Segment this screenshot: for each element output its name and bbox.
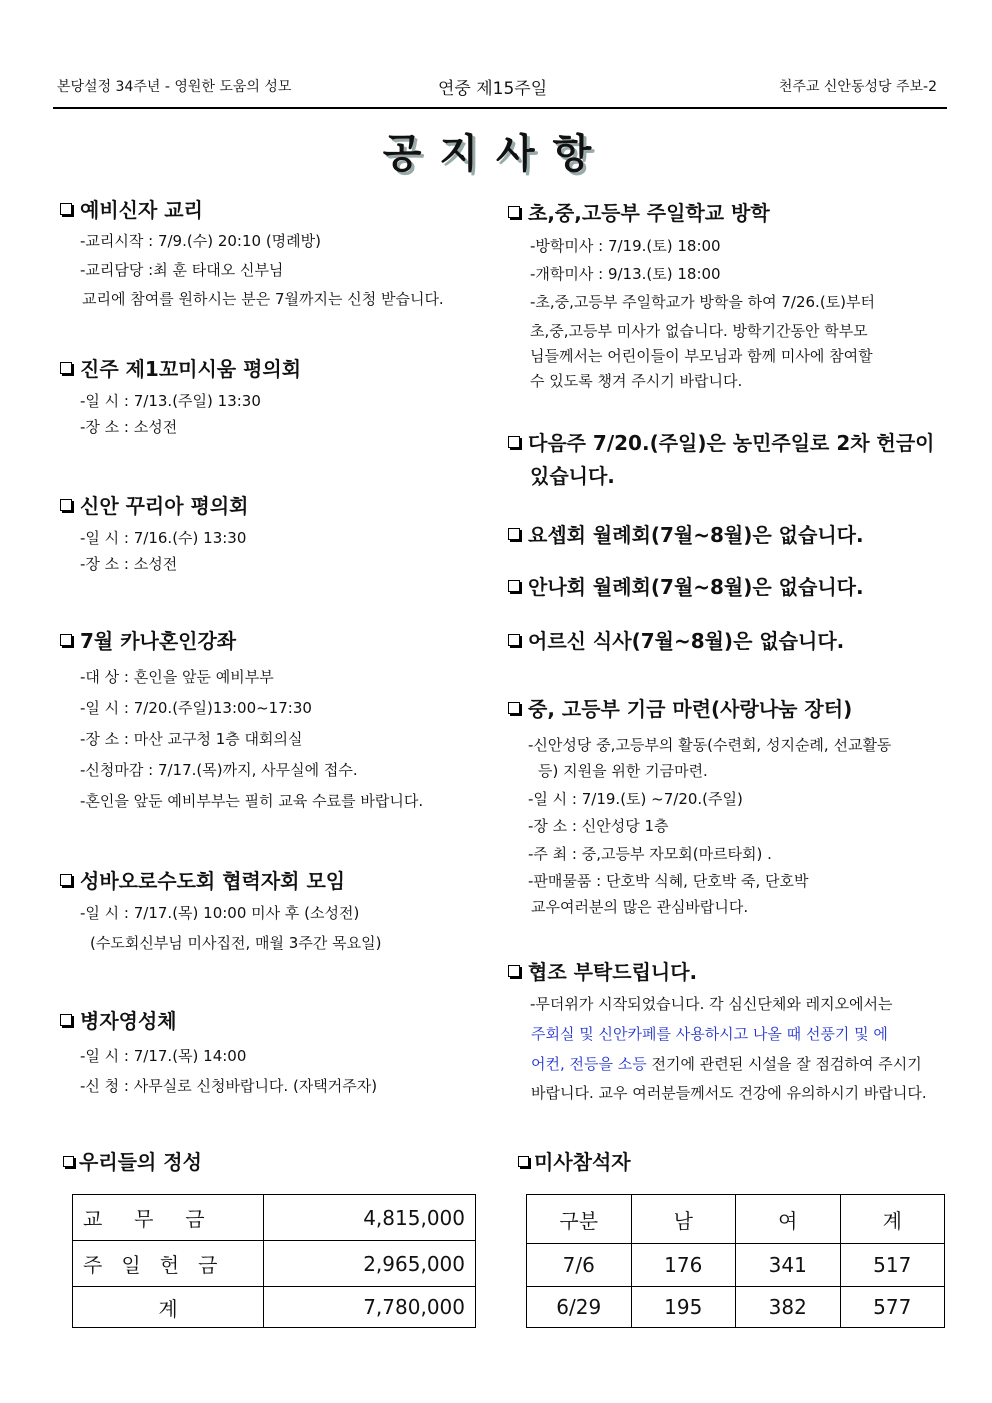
checkbox-bullet-icon (518, 1156, 529, 1167)
highlighted-text: 어컨, 전등을 소등 (531, 1055, 647, 1073)
text-line: -대 상 : 혼인을 앞둔 예비부부 (80, 668, 274, 686)
text-line: -신청마감 : 7/17.(목)까지, 사무실에 접수. (80, 761, 358, 779)
text-line: 등) 지원을 위한 기금마련. (538, 762, 708, 780)
text-line: 교우여러분의 많은 관심바랍니다. (531, 898, 749, 916)
section-heading: 어르신 식사(7월~8월)은 없습니다. (508, 627, 844, 655)
section-heading-cont: 있습니다. (530, 464, 615, 488)
text-line: 바랍니다. 교우 여러분들께서도 건강에 유의하시기 바랍니다. (531, 1084, 927, 1102)
table-cell-label: 교 무 금 (73, 1195, 264, 1241)
text-line: -개학미사 : 9/13.(토) 18:00 (530, 265, 721, 283)
offering-title: 우리들의 정성 (63, 1146, 202, 1175)
table-cell: 195 (631, 1287, 736, 1328)
checkbox-bullet-icon (508, 580, 520, 592)
text-line: -교리시작 : 7/9.(수) 20:10 (명례방) (80, 232, 322, 250)
section-heading: 요셉회 월례회(7월~8월)은 없습니다. (508, 521, 864, 549)
header-right: 천주교 신안동성당 주보-2 (778, 79, 937, 95)
section-heading: 예비신자 교리 (60, 196, 203, 224)
text-line: -혼인을 앞둔 예비부부는 필히 교육 수료를 바랍니다. (80, 792, 424, 810)
table-cell: 7/6 (527, 1244, 632, 1287)
section-heading: 초,중,고등부 주일학교 방학 (508, 199, 770, 227)
offering-table (72, 1194, 476, 1328)
page-title: 공지사항 (382, 131, 610, 177)
table-cell-label: 주 일 헌 금 (73, 1241, 264, 1287)
section-heading: 중, 고등부 기금 마련(사랑나눔 장터) (508, 695, 852, 723)
text-line: -일 시 : 7/17.(목) 14:00 (80, 1047, 247, 1065)
table-cell: 6/29 (527, 1287, 632, 1328)
table-cell-amount: 2,965,000 (264, 1241, 476, 1287)
table-row (527, 1244, 945, 1287)
text-line: -신 청 : 사무실로 신청바랍니다. (자택거주자) (80, 1077, 378, 1095)
text-line: 교리에 참여를 원하시는 분은 7월까지는 신청 받습니다. (82, 290, 444, 308)
text-line: -일 시 : 7/13.(주일) 13:30 (80, 392, 261, 410)
checkbox-bullet-icon (508, 436, 520, 448)
text-line: -주 최 : 중,고등부 자모회(마르타회) . (528, 845, 772, 863)
table-cell-amount: 7,780,000 (264, 1287, 476, 1328)
text-line: -일 시 : 7/20.(주일)13:00~17:30 (80, 699, 312, 717)
text-line: -판매물품 : 단호박 식혜, 단호박 죽, 단호박 (528, 872, 809, 890)
table-row (73, 1195, 476, 1241)
text-line: -초,중,고등부 주일학교가 방학을 하여 7/26.(토)부터 (530, 293, 875, 311)
table-cell: 341 (736, 1244, 841, 1287)
table-cell: 176 (631, 1244, 736, 1287)
section-heading: 성바오로수도회 협력자회 모임 (60, 867, 345, 895)
checkbox-bullet-icon (508, 206, 520, 218)
text-line: 님들께서는 어린이들이 부모님과 함께 미사에 참여할 (530, 347, 873, 365)
checkbox-bullet-icon (63, 1156, 74, 1167)
section-heading: 7월 카나혼인강좌 (60, 627, 236, 655)
table-cell-amount: 4,815,000 (264, 1195, 476, 1241)
table-cell: 517 (840, 1244, 945, 1287)
checkbox-bullet-icon (60, 499, 72, 511)
checkbox-bullet-icon (60, 1014, 72, 1026)
section-heading: 진주 제1꼬미시움 평의회 (60, 355, 301, 383)
attendance-title: 미사참석자 (518, 1146, 631, 1175)
text-line: -방학미사 : 7/19.(토) 18:00 (530, 237, 721, 255)
checkbox-bullet-icon (60, 362, 72, 374)
header-divider (53, 107, 947, 109)
text-line: -장 소 : 마산 교구청 1층 대회의실 (80, 730, 303, 748)
table-header-cell: 계 (840, 1195, 945, 1244)
table-header-cell: 구분 (527, 1195, 632, 1244)
highlighted-text-line: 주회실 및 신안카페를 사용하시고 나올 때 선풍기 및 에 (531, 1025, 888, 1043)
text-line: -장 소 : 신안성당 1층 (528, 817, 669, 835)
text-line: 수 있도록 챙겨 주시기 바랍니다. (530, 372, 743, 390)
text-line: -교리담당 :최 훈 타대오 신부님 (80, 261, 284, 279)
table-cell: 382 (736, 1287, 841, 1328)
table-cell-label: 계 (73, 1287, 264, 1328)
text: 전기에 관련된 시설을 잘 점검하여 주시기 (646, 1055, 922, 1073)
section-heading: 신안 꾸리아 평의회 (60, 492, 249, 520)
table-row (73, 1287, 476, 1328)
text-line: -무더위가 시작되었습니다. 각 심신단체와 레지오에서는 (530, 995, 893, 1013)
checkbox-bullet-icon (508, 702, 520, 714)
section-heading: 다음주 7/20.(주일)은 농민주일로 2차 헌금이 (508, 429, 935, 457)
table-header-row (527, 1195, 945, 1244)
checkbox-bullet-icon (60, 203, 72, 215)
section-heading: 병자영성체 (60, 1007, 177, 1035)
table-header-cell: 남 (631, 1195, 736, 1244)
checkbox-bullet-icon (508, 634, 520, 646)
text-line: 초,중,고등부 미사가 없습니다. 방학기간동안 학부모 (530, 322, 868, 340)
text-line (531, 1054, 922, 1074)
text-line: -신안성당 중,고등부의 활동(수련회, 성지순례, 선교활동 (528, 736, 892, 754)
table-header-cell: 여 (736, 1195, 841, 1244)
text-line: -일 시 : 7/16.(수) 13:30 (80, 529, 247, 547)
text-line: (수도회신부님 미사집전, 매월 3주간 목요일) (90, 934, 382, 952)
header-center: 연중 제15주일 (438, 79, 548, 99)
table-row (527, 1287, 945, 1328)
text-line: -장 소 : 소성전 (80, 418, 178, 436)
checkbox-bullet-icon (508, 965, 520, 977)
checkbox-bullet-icon (508, 528, 520, 540)
text-line: -일 시 : 7/19.(토) ~7/20.(주일) (528, 790, 743, 808)
section-heading: 협조 부탁드립니다. (508, 958, 697, 986)
checkbox-bullet-icon (60, 874, 72, 886)
table-row (73, 1241, 476, 1287)
table-cell: 577 (840, 1287, 945, 1328)
text-line: -장 소 : 소성전 (80, 555, 178, 573)
text-line: -일 시 : 7/17.(목) 10:00 미사 후 (소성전) (80, 904, 360, 922)
header-left: 본당설정 34주년 - 영원한 도움의 성모 (57, 79, 292, 95)
section-heading: 안나회 월례회(7월~8월)은 없습니다. (508, 573, 864, 601)
checkbox-bullet-icon (60, 634, 72, 646)
attendance-table (526, 1194, 945, 1328)
